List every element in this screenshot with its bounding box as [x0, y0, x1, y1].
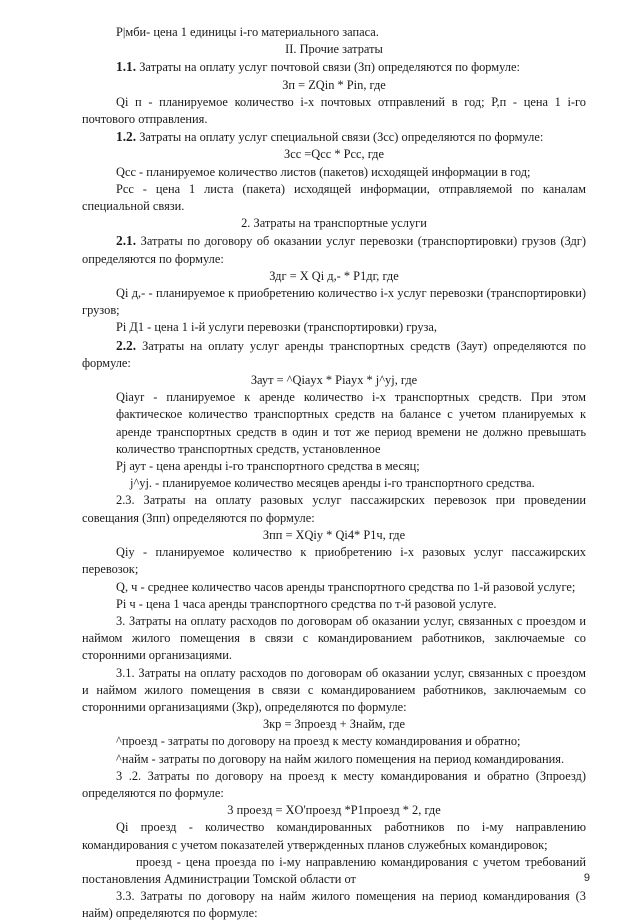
paragraph: Qi п - планируемое количество i-х почтовых отправлений в год; Р,п - цена 1 i-го почтового отправления. [82, 94, 586, 127]
paragraph: Pj аут - цена аренды i-го транспортного средства в месяц; [116, 459, 420, 474]
formula: 3 проезд = XO'проезд *P1проезд * 2, где [227, 803, 441, 818]
clause-number: 1.1. [116, 59, 137, 75]
section-heading: 2. Затраты на транспортные услуги [241, 216, 427, 231]
formula: Зп = ZQin * Pin, где [282, 77, 386, 92]
paragraph [82, 58, 586, 76]
paragraph: 3.3. Затраты по договору на найм жилого помещения на период командирования (3 найм) определяются по формуле: [82, 889, 586, 921]
formula: Зсс =Qcc * Рсс, где [284, 147, 384, 162]
formula: Зпп = XQiy * Qi4* Р1ч, где [262, 527, 406, 542]
paragraph: проезд - цена проезда по i-му направлению командирования с учетом требований постановления Администрации Томской области от [82, 854, 586, 886]
page-content [82, 24, 586, 923]
paragraph: 3 .2. Затраты по договору на проезд к месту командирования и обратно (Зпроезд) определяются по формуле: [82, 768, 586, 800]
clause-number: 1.2. [116, 129, 137, 145]
paragraph: Qiy - планируемое количество к приобретению i-х разовых услуг пассажирских перевозок; [82, 545, 586, 577]
paragraph: Pi Д1 - цена 1 i-й услуги перевозки (транспортировки) груза, [116, 320, 438, 335]
paragraph: ^проезд - затраты по договору на проезд к месту командирования и обратно; [116, 734, 521, 749]
paragraph: Qi д,- - планируемое к приобретению количество i-х услуг перевозки (транспортировки) грузов; [82, 286, 586, 318]
paragraph: Pi ч - цена 1 часа аренды транспортного средства по т-й разовой услуге. [116, 596, 497, 611]
paragraph-text: Затраты на оплату услуг почтовой связи (Зп) определяются по формуле: [136, 60, 520, 75]
paragraph: 3. Затраты на оплату расходов по договорам об оказании услуг, связанных с проездом и наймом жилого помещения в связи с командированием работников, заключаемые со сторонними организациями. [82, 613, 586, 663]
formula: Здг = X Qi д,- * Р1дг, где [269, 268, 399, 283]
paragraph-text: Затраты на оплату услуг аренды транспортных средств (Заут) определяются по формуле: [82, 338, 586, 370]
paragraph: Q, ч - среднее количество часов аренды транспортного средства по 1-й разовой услуге; [116, 579, 576, 594]
formula: Заут = ^Qiayx * Piayx * j^yj, где [250, 373, 418, 388]
paragraph: Рсс - цена 1 листа (пакета) исходящей информации, отправляемой по каналам специальной связи. [82, 181, 586, 214]
paragraph: j^yj. - планируемое количество месяцев аренды i-го транспортного средства. [130, 476, 535, 491]
paragraph: Qiayr - планируемое к аренде количество i-х транспортных средств. При этом фактическое количество транспортных средств на балансе с учетом планируемых к аренде транспортных средств в один и тот же период времени не должно превышать количество транспортных средств, установленное [116, 390, 586, 456]
paragraph: Qcc - планируемое количество листов (пакетов) исходящей информации в год; [116, 164, 531, 179]
paragraph-text: Затраты на оплату услуг специальной связи (Зсс) определяются по формуле: [136, 130, 544, 145]
paragraph: Qi проезд - количество командированных работников по i-му направлению командирования с учетом показателей утвержденных планов служебных командировок; [82, 820, 586, 852]
text-line: Р|мби- цена 1 единицы i-го материального запаса. [116, 25, 379, 39]
paragraph: 2.3. Затраты на оплату разовых услуг пассажирских перевозок при проведении совещания (Зпп) определяются по формуле: [82, 493, 586, 525]
paragraph-text: Затраты по договору об оказании услуг перевозки (транспортировки) грузов (Здг) определяются по формуле: [82, 234, 586, 266]
paragraph: ^найм - затраты по договору на найм жилого помещения на период командирования. [116, 751, 565, 766]
section-heading: II. Прочие затраты [285, 42, 383, 57]
paragraph [82, 128, 586, 146]
paragraph: 3.1. Затраты на оплату расходов по договорам об оказании услуг, связанных с проездом и наймом жилого помещения в связи с командированием работников, заключаемым со сторонними организациями (Зкр), определяются по формуле: [82, 665, 586, 714]
formula: Зкр = Зпроезд + Знайм, где [262, 717, 406, 732]
clause-number: 2.1. [116, 233, 137, 249]
clause-number: 2.2. [116, 337, 137, 353]
page-number: 9 [583, 872, 590, 884]
paragraph [82, 232, 586, 267]
paragraph [82, 337, 586, 372]
